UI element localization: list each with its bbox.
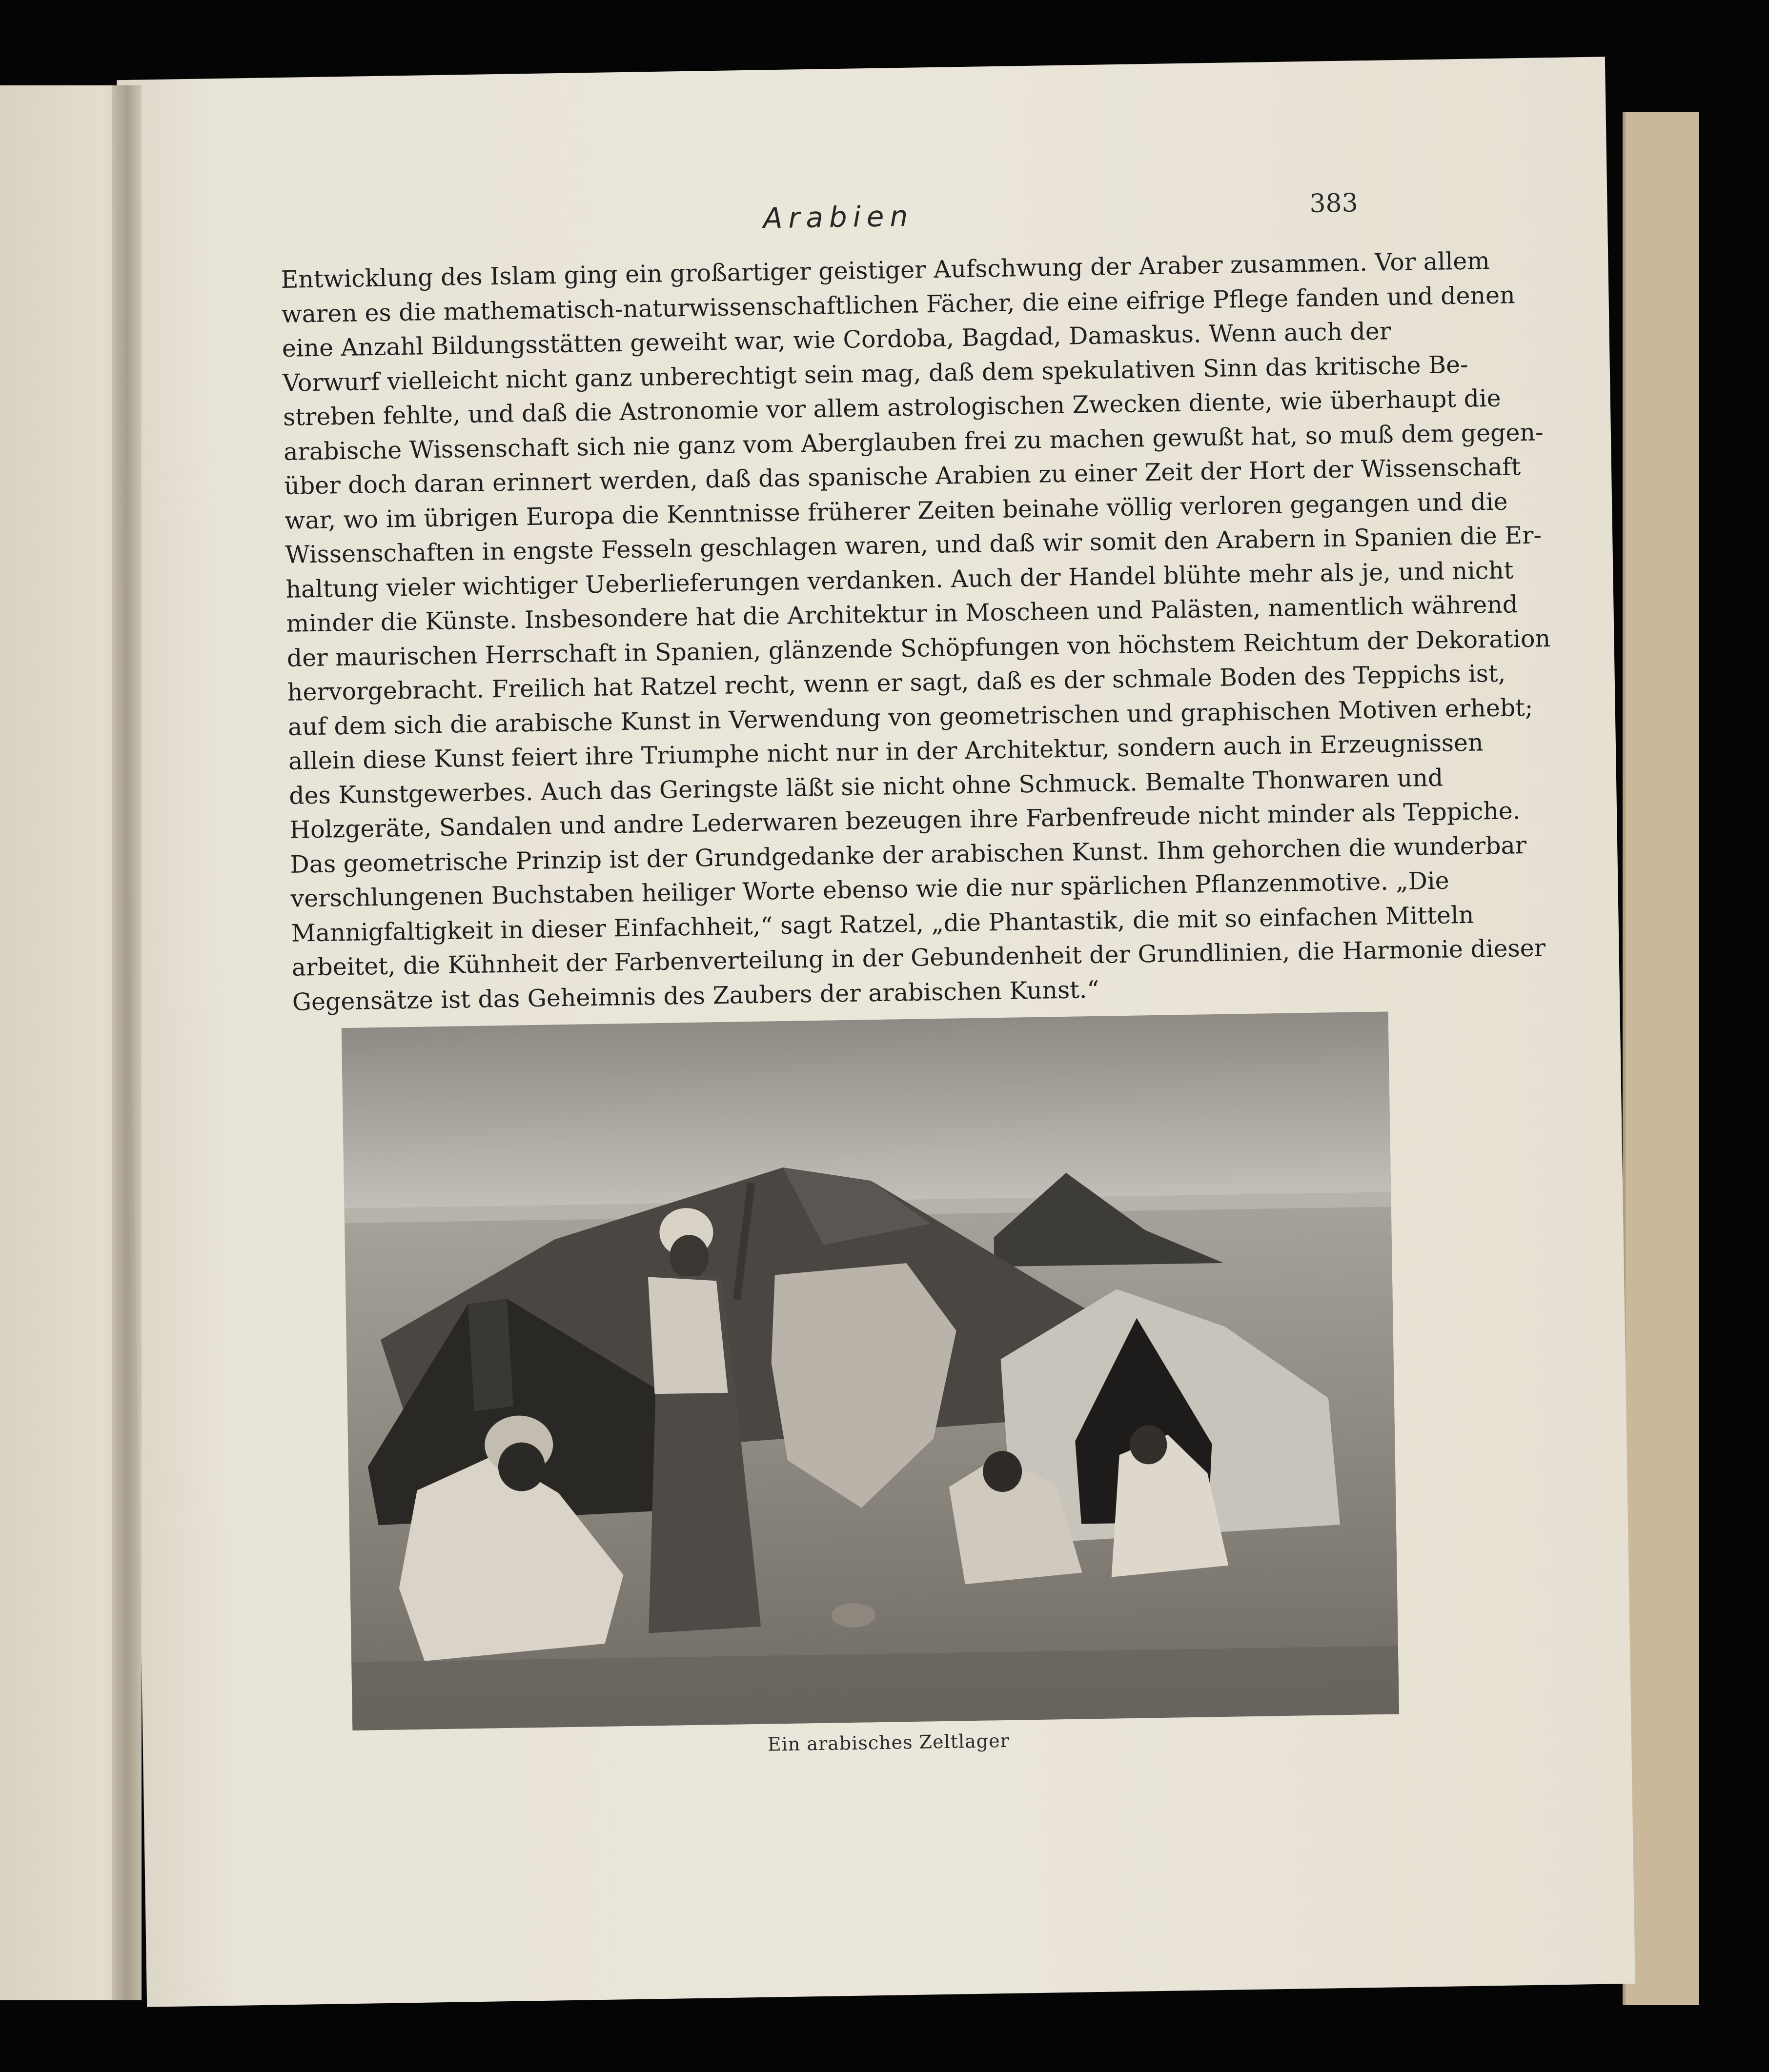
text-line: war, wo im übrigen Europa die Kenntnisse früherer Zeiten beinahe völlig verloren gegangen und die xyxy=(284,487,1508,535)
running-header: Arabien xyxy=(763,199,914,235)
text-line: waren es die mathematisch-naturwissenschaftlichen Fächer, die eine eifrige Pflege fanden und denen xyxy=(281,281,1516,328)
text-line: der maurischen Herrschaft in Spanien, glänzende Schöpfungen von höchstem Reichtum der Dekoration xyxy=(286,624,1551,672)
page-number: 383 xyxy=(1309,188,1359,219)
photo-illustration xyxy=(342,1012,1399,1731)
text-line: allein diese Kunst feiert ihre Triumphe nicht nur in der Architektur, sondern auch in Erzeugnissen xyxy=(288,728,1484,775)
book-gutter xyxy=(112,85,142,2000)
text-line: haltung vieler wichtiger Ueberlieferungen verdanken. Auch der Handel blühte mehr als je, und nicht xyxy=(285,556,1514,603)
text-line: über doch daran erinnert werden, daß das spanische Arabien zu einer Zeit der Hort der Wissenschaft xyxy=(284,453,1521,500)
text-line: streben fehlte, und daß die Astronomie vor allem astrologischen Zwecken diente, wie überhaupt die xyxy=(283,384,1502,431)
text-line: Entwicklung des Islam ging ein großartiger geistiger Aufschwung der Araber zusammen. Vor allem xyxy=(281,247,1490,294)
text-line: minder die Künste. Insbesondere hat die Architektur in Moscheen und Palästen, namentlich während xyxy=(286,590,1518,638)
text-line: Vorwurf vielleicht nicht ganz unberechtigt sein mag, daß dem spekulativen Sinn das kritische Be- xyxy=(282,350,1469,397)
text-line: arabische Wissenschaft sich nie ganz vom Aberglauben frei zu machen gewußt hat, so muß dem gegen- xyxy=(283,418,1544,466)
text-line: auf dem sich die arabische Kunst in Verwendung von geometrischen und graphischen Motiven erhebt; xyxy=(287,693,1533,741)
text-line: Wissenschaften in engste Fesseln geschlagen waren, und daß wir somit den Arabern in Spanien die Er- xyxy=(285,521,1542,569)
text-line: des Kunstgewerbes. Auch das Geringste läßt sie nicht ohne Schmuck. Bemalte Thonwaren und xyxy=(288,764,1444,810)
photo-caption: Ein arabisches Zeltlager xyxy=(767,1730,1010,1755)
text-line: eine Anzahl Bildungsstätten geweiht war, wie Cordoba, Bagdad, Damaskus. Wenn auch der xyxy=(282,317,1391,362)
text-line: hervorgebracht. Freilich hat Ratzel recht, wenn er sagt, daß es der schmale Boden des Teppichs ist, xyxy=(287,659,1506,706)
text-line: Holzgeräte, Sandalen und andre Lederwaren bezeugen ihre Farbenfreude nicht minder als Teppiche. xyxy=(289,797,1521,844)
text-line: Das geometrische Prinzip ist der Grundgedanke der arabischen Kunst. Ihm gehorchen die wunderbar xyxy=(290,831,1527,879)
text-line: verschlungenen Buchstaben heiliger Worte ebenso wie die nur spärlichen Pflanzenmotive. „Die xyxy=(290,866,1450,913)
body-text xyxy=(281,246,1551,1020)
underlying-page-edge xyxy=(1623,112,1699,2005)
text-line: Gegensätze ist das Geheimnis des Zaubers der arabischen Kunst.“ xyxy=(292,975,1099,1016)
text-line: Mannigfaltigkeit in dieser Einfachheit,“ sagt Ratzel, „die Phantastik, die mit so einfachen Mitteln xyxy=(291,901,1474,947)
camp-photograph xyxy=(342,1012,1399,1731)
book-page xyxy=(117,57,1635,2007)
text-line: arbeitet, die Kühnheit der Farbenverteilung in der Gebundenheit der Grundlinien, die Harmonie dieser xyxy=(291,934,1546,982)
